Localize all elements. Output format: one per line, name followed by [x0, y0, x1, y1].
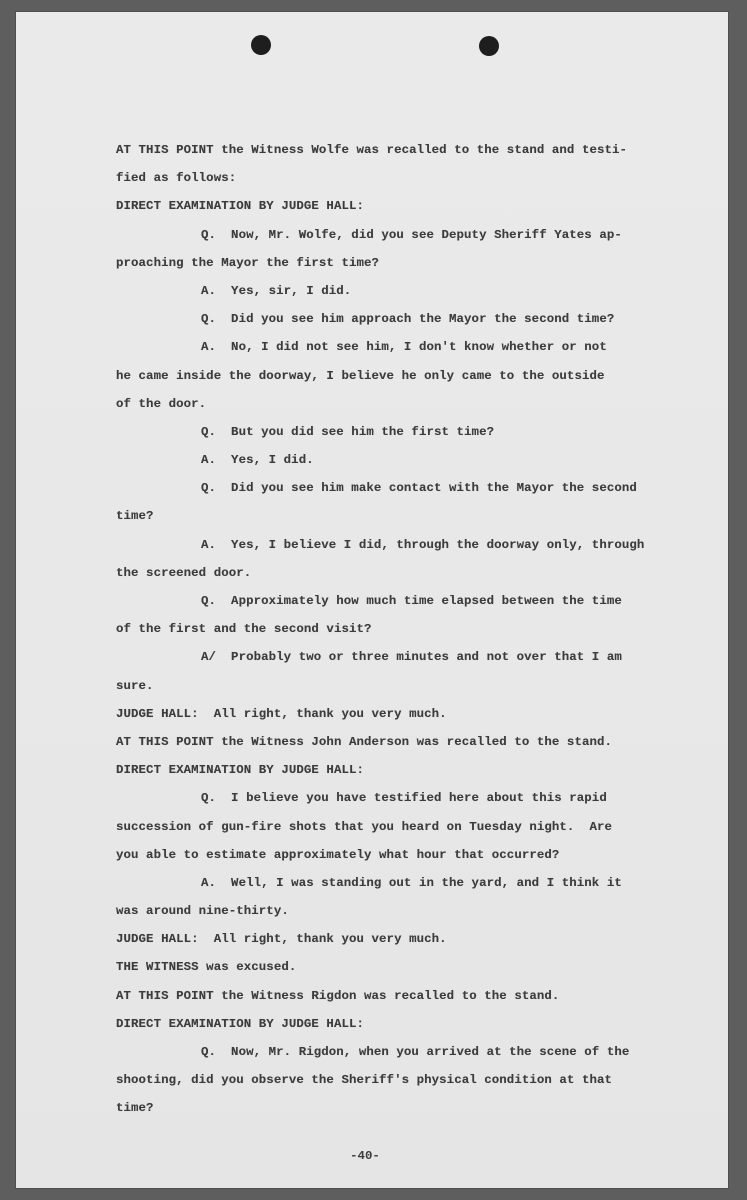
answer-line: A. Yes, sir, I did. [201, 283, 352, 298]
text-line: succession of gun-fire shots that you heard on Tuesday night. Are [116, 819, 613, 834]
question-line: Q. Now, Mr. Rigdon, when you arrived at the scene of the [201, 1045, 630, 1059]
text-line: fied as follows: [116, 171, 237, 186]
question-line: Q. Did you see him make contact with the Mayor the second [201, 481, 637, 496]
question-line: Q. Did you see him approach the Mayor the second time? [201, 312, 615, 327]
question-line: Q. I believe you have testified here about this rapid [201, 791, 607, 806]
text-line: you able to estimate approximately what hour that occurred? [116, 847, 560, 862]
text-line: of the door. [116, 396, 207, 411]
question-line: Q. Now, Mr. Wolfe, did you see Deputy Sheriff Yates ap- [201, 227, 622, 242]
text-line: he came inside the doorway, I believe he only came to the outside [116, 368, 605, 383]
text-line: JUDGE HALL: All right, thank you very much. [116, 932, 447, 947]
punch-hole-left [251, 35, 271, 55]
question-line: Q. But you did see him the first time? [201, 424, 495, 439]
answer-line: A. Yes, I believe I did, through the doorway only, through [201, 537, 645, 552]
text-line: time? [116, 1101, 154, 1116]
document-page [16, 12, 728, 1188]
text-line: DIRECT EXAMINATION BY JUDGE HALL: [116, 763, 365, 778]
answer-line: A. No, I did not see him, I don't know whether or not [201, 340, 607, 355]
text-line: AT THIS POINT the Witness Wolfe was recalled to the stand and testi- [116, 143, 628, 157]
answer-line: A. Well, I was standing out in the yard, and I think it [201, 875, 622, 890]
text-line: of the first and the second visit? [116, 622, 372, 637]
answer-line: A. Yes, I did. [201, 453, 314, 468]
question-line: Q. Approximately how much time elapsed between the time [201, 594, 622, 608]
text-line: shooting, did you observe the Sheriff's physical condition at that [116, 1073, 613, 1088]
text-line: JUDGE HALL: All right, thank you very much. [116, 706, 447, 721]
text-line: was around nine-thirty. [116, 904, 289, 919]
text-line: DIRECT EXAMINATION BY JUDGE HALL: [116, 1016, 365, 1031]
page-number: -40- [350, 1149, 380, 1163]
transcript-body [116, 136, 706, 1123]
text-line: sure. [116, 678, 154, 693]
text-line: AT THIS POINT the Witness Rigdon was recalled to the stand. [116, 988, 560, 1003]
answer-line: A/ Probably two or three minutes and not over that I am [201, 650, 622, 665]
text-line: the screened door. [116, 565, 252, 580]
punch-hole-right [479, 36, 499, 56]
text-line: DIRECT EXAMINATION BY JUDGE HALL: [116, 199, 365, 214]
text-line: THE WITNESS was excused. [116, 960, 297, 975]
text-line: time? [116, 509, 154, 524]
text-line: AT THIS POINT the Witness John Anderson was recalled to the stand. [116, 734, 613, 749]
text-line: proaching the Mayor the first time? [116, 255, 380, 270]
